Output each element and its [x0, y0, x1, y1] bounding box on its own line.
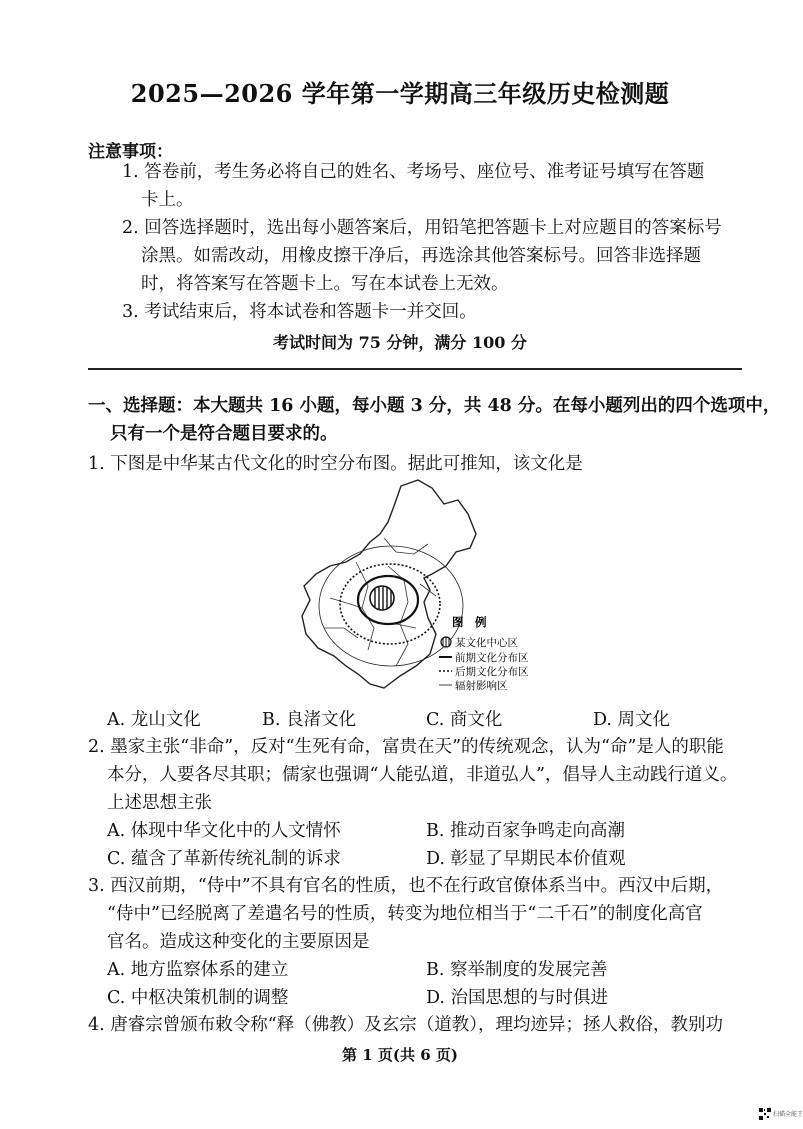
- legend-item-early: 前期文化分布区: [455, 652, 529, 664]
- q1-option-b[interactable]: B. 良渚文化: [262, 710, 356, 730]
- q2-option-d[interactable]: D. 彰显了早期民本价值观: [426, 849, 626, 869]
- section-heading-line-2: 只有一个是符合题目要求的。: [110, 424, 338, 444]
- culture-distribution-map: [296, 478, 556, 703]
- q2-option-a[interactable]: A. 体现中华文化中的人文情怀: [107, 821, 341, 841]
- q1-option-c[interactable]: C. 商文化: [426, 710, 503, 730]
- notes-heading: 注意事项：: [88, 142, 173, 162]
- q2-line-1: 2. 墨家主张“非命”，反对“生死有命，富贵在天”的传统观念，认为“命”是人的职能: [88, 737, 724, 757]
- legend-item-radiation: 辐射影响区: [455, 680, 508, 692]
- q1-option-d[interactable]: D. 周文化: [593, 710, 671, 730]
- q3-line-3: 官名。造成这种变化的主要原因是: [107, 932, 370, 952]
- q1-stem: 1. 下图是中华某古代文化的时空分布图。据此可推知，该文化是: [88, 454, 583, 474]
- q3-option-a[interactable]: A. 地方监察体系的建立: [107, 960, 289, 980]
- q3-option-d[interactable]: D. 治国思想的与时俱进: [426, 988, 609, 1008]
- legend-item-center: 某文化中心区: [455, 637, 518, 649]
- section-heading-line-1: 一、选择题：本大题共 16 小题，每小题 3 分，共 48 分。在每小题列出的四个选项中，: [88, 396, 781, 416]
- exam-time-line: 考试时间为 75 分钟，满分 100 分: [273, 333, 527, 352]
- note-line-2: 卡上。: [141, 190, 194, 210]
- q2-option-c[interactable]: C. 蕴含了革新传统礼制的诉求: [107, 849, 341, 869]
- note-line-3: 2. 回答选择题时，选出每小题答案后，用铅笔把答题卡上对应题目的答案标号: [122, 218, 722, 238]
- q3-line-2: “侍中”已经脱离了差遣名号的性质，转变为地位相当于“二千石”的制度化高官: [107, 904, 703, 924]
- note-line-4: 涂黑。如需改动，用橡皮擦干净后，再选涂其他答案标号。回答非选择题: [141, 246, 701, 266]
- qr-code-icon: [759, 1108, 771, 1120]
- note-line-5: 时，将答案写在答题卡上。写在本试卷上无效。: [141, 274, 509, 294]
- page-title: 2025—2026 学年第一学期高三年级历史检测题: [130, 79, 670, 108]
- page-footer: 第 1 页(共 6 页): [342, 1046, 458, 1064]
- divider: [88, 368, 742, 370]
- q3-line-1: 3. 西汉前期，“侍中”不具有官名的性质，也不在行政官僚体系当中。西汉中后期，: [88, 876, 724, 896]
- legend-item-later: 后期文化分布区: [455, 666, 529, 678]
- q1-option-a[interactable]: A. 龙山文化: [107, 710, 201, 730]
- note-line-6: 3. 考试结束后，将本试卷和答题卡一并交回。: [122, 302, 477, 322]
- legend-title: 图 例: [452, 615, 487, 629]
- q2-line-2: 本分，人要各尽其职；儒家也强调“人能弘道，非道弘人”，倡导人主动践行道义。: [107, 765, 738, 785]
- q3-option-c[interactable]: C. 中枢决策机制的调整: [107, 988, 289, 1008]
- q2-line-3: 上述思想主张: [107, 793, 212, 813]
- q2-option-b[interactable]: B. 推动百家争鸣走向高潮: [426, 821, 625, 841]
- scanner-watermark: 扫描全能王: [773, 1111, 803, 1118]
- map-figure: [296, 478, 556, 703]
- map-legend: [439, 615, 529, 692]
- q4-line-1: 4. 唐睿宗曾颁布敕令称“释（佛教）及玄宗（道教），理均迹异；拯人救俗，教别功: [88, 1015, 723, 1035]
- note-line-1: 1. 答卷前，考生务必将自己的姓名、考场号、座位号、准考证号填写在答题: [122, 162, 705, 182]
- q3-option-b[interactable]: B. 察举制度的发展完善: [426, 960, 608, 980]
